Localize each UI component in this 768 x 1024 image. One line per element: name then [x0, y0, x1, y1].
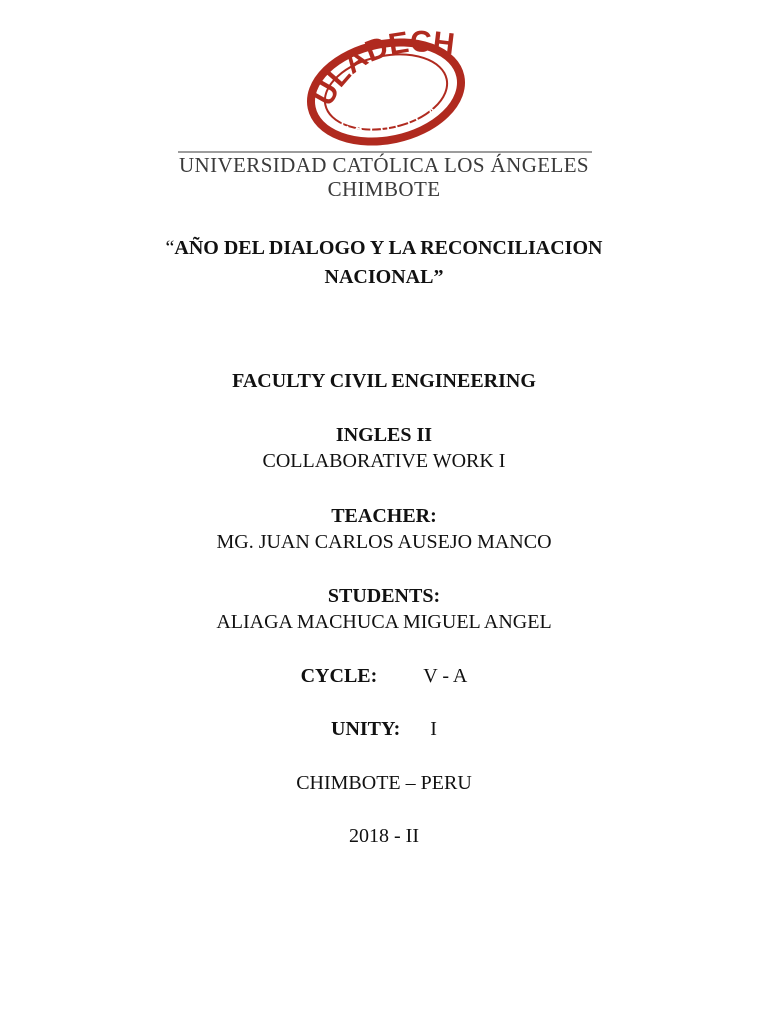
motto-open-quote: “ — [165, 237, 175, 259]
course-work: COLLABORATIVE WORK I — [262, 450, 506, 472]
place: CHIMBOTE – PERU — [296, 772, 472, 794]
university-name: UNIVERSIDAD CATÓLICA LOS ÁNGELES — [178, 153, 590, 177]
unity-value: I — [430, 718, 437, 740]
motto-line-1 — [0, 236, 768, 260]
faculty-title: FACULTY CIVIL ENGINEERING — [232, 370, 536, 392]
logo-main-text: ULADECH — [306, 30, 457, 112]
students-label: STUDENTS: — [327, 585, 441, 607]
period: 2018 - II — [349, 825, 419, 847]
course-name: INGLES II — [335, 424, 433, 446]
unity-label: UNITY: — [331, 718, 401, 740]
teacher-name: MG. JUAN CARLOS AUSEJO MANCO — [216, 531, 552, 553]
uladech-logo — [300, 30, 470, 148]
motto-line-2: NACIONAL” — [324, 266, 444, 288]
cycle-row — [0, 664, 768, 688]
teacher-label: TEACHER: — [331, 505, 437, 527]
logo-sub-text: CATÓLICA — [339, 99, 445, 137]
cycle-value: V - A — [423, 665, 468, 687]
motto-text-1: AÑO DEL DIALOGO Y LA RECONCILIACION — [174, 237, 603, 259]
unity-row — [0, 717, 768, 741]
student-name: ALIAGA MACHUCA MIGUEL ANGEL — [216, 611, 552, 633]
cycle-label: CYCLE: — [300, 665, 378, 687]
university-city: CHIMBOTE — [327, 177, 441, 201]
